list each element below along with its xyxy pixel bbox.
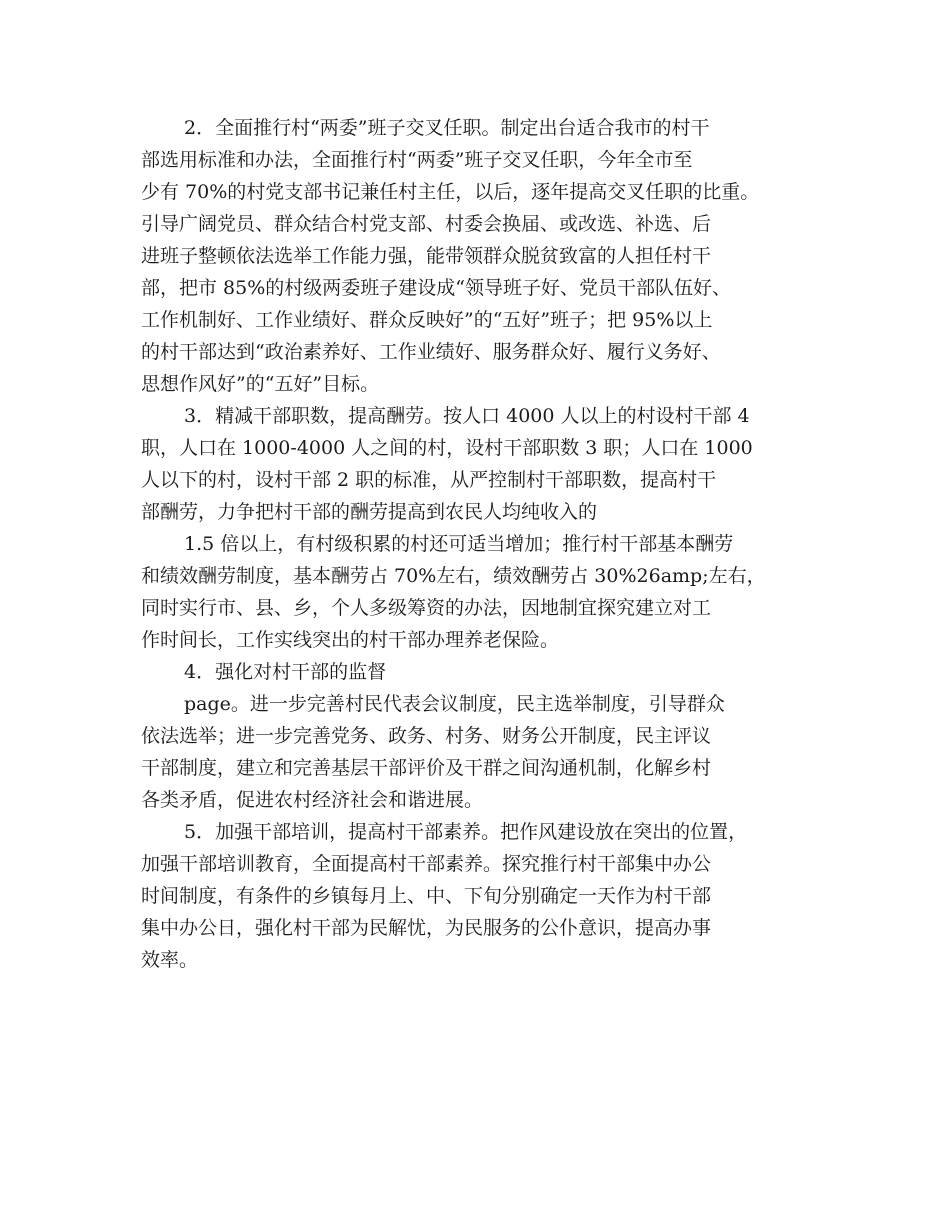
text-line: 思想作风好”的“五好”目标。 <box>141 373 380 395</box>
text-line: 少有 70%的村党支部书记兼任村主任，以后，逐年提高交叉任职的比重。 <box>141 181 760 203</box>
text-line: 和绩效酬劳制度，基本酬劳占 70%左右，绩效酬劳占 30%26amp;左右， <box>141 565 766 587</box>
text-line: 部，把市 85%的村级两委班子建设成“领导班子好、党员干部队伍好、 <box>141 277 731 299</box>
text-line: 各类矛盾，促进农村经济社会和谐进展。 <box>141 789 484 811</box>
text-line: 进班子整顿依法选举工作能力强，能带领群众脱贫致富的人担任村干 <box>141 245 712 267</box>
document-body <box>141 112 841 976</box>
text-line: 时间制度，有条件的乡镇每月上、中、下旬分别确定一天作为村干部 <box>141 885 712 907</box>
text-line: 部酬劳，力争把村干部的酬劳提高到农民人均纯收入的 <box>141 501 598 523</box>
text-line: 同时实行市、县、乡，个人多级筹资的办法，因地制宜探究建立对工 <box>141 597 712 619</box>
text-line: 作时间长，工作实线突出的村干部办理养老保险。 <box>141 629 560 651</box>
text-line: 的村干部达到“政治素养好、工作业绩好、服务群众好、履行义务好、 <box>141 341 721 363</box>
text-line: 依法选举；进一步完善党务、政务、村务、财务公开制度，民主评议 <box>141 725 712 747</box>
text-line: 引导广阔党员、群众结合村党支部、村委会换届、或改选、补选、后 <box>141 213 712 235</box>
text-line: 3．精减干部职数，提高酬劳。按人口 4000 人以上的村设村干部 4 <box>184 405 750 427</box>
text-line: 人以下的村，设村干部 2 职的标准，从严控制村干部职数，提高村干 <box>141 469 717 491</box>
text-line: 部选用标准和办法，全面推行村“两委”班子交叉任职，今年全市至 <box>141 149 693 171</box>
text-line: 5．加强干部培训，提高村干部素养。把作风建设放在突出的位置， <box>184 821 748 843</box>
text-line: 干部制度，建立和完善基层干部评价及干群之间沟通机制，化解乡村 <box>141 757 712 779</box>
text-line: 集中办公日，强化村干部为民解忧，为民服务的公仆意识，提高办事 <box>141 917 712 939</box>
text-line: 工作机制好、工作业绩好、群众反映好”的“五好”班子；把 95%以上 <box>141 309 713 331</box>
text-line: 加强干部培训教育，全面提高村干部素养。探究推行村干部集中办公 <box>141 853 712 875</box>
text-line: 4．强化对村干部的监督 <box>184 661 387 683</box>
text-line: page。进一步完善村民代表会议制度，民主选举制度，引导群众 <box>184 693 725 715</box>
text-line: 效率。 <box>141 949 199 971</box>
text-line: 2．全面推行村“两委”班子交叉任职。制定出台适合我市的村干 <box>184 117 710 139</box>
text-line: 1.5 倍以上，有村级积累的村还可适当增加；推行村干部基本酬劳 <box>184 533 734 555</box>
text-line: 职，人口在 1000-4000 人之间的村，设村干部职数 3 职；人口在 1000 <box>141 437 753 459</box>
